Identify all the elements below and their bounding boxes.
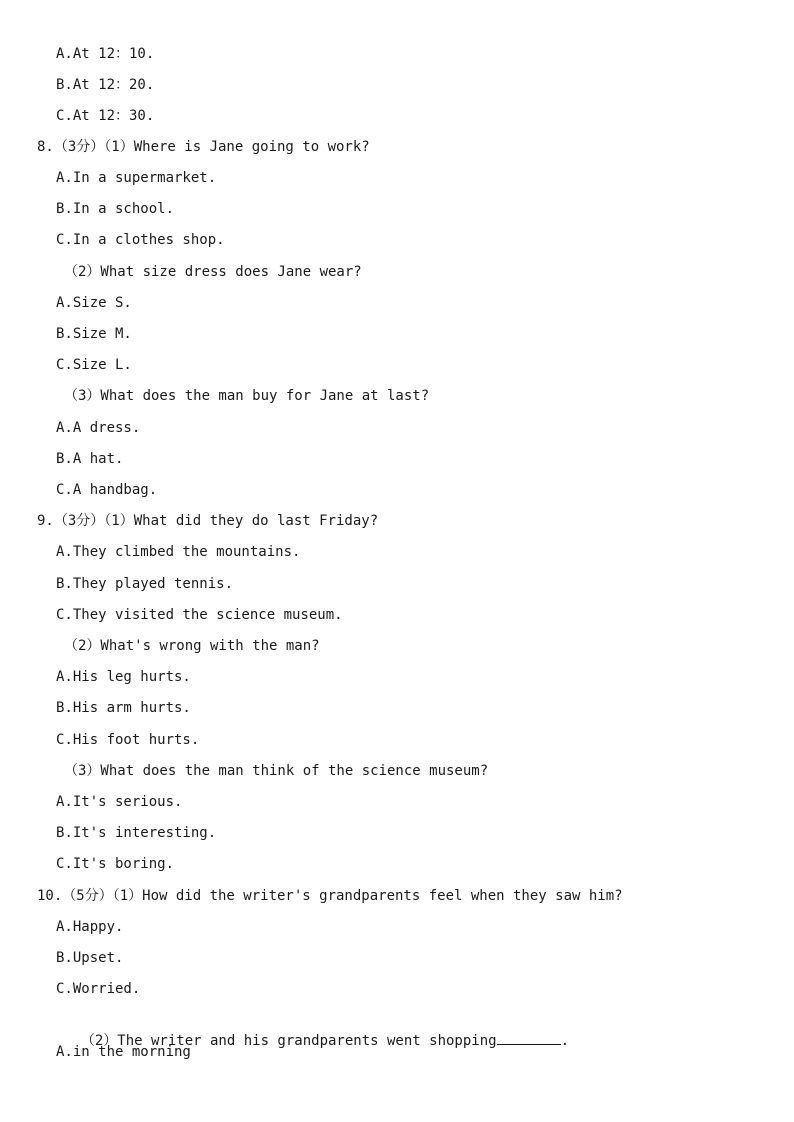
q10-part2-period: . [560, 1033, 570, 1049]
q9-part2-question: （2）What's wrong with the man? [64, 638, 320, 654]
q9-p2-option-b: B.His arm hurts. [56, 700, 191, 716]
q8-p3-option-b: B.A hat. [56, 451, 124, 467]
q9-p2-option-c: C.His foot hurts. [56, 732, 200, 748]
q7-option-c: C.At 12：30. [56, 108, 155, 124]
q8-p2-option-c: C.Size L. [56, 357, 132, 373]
q9-p3-option-b: B.It's interesting. [56, 825, 217, 841]
q10-part2-text: （2）The writer and his grandparents went shopping [80, 1033, 497, 1049]
q8-header: 8.（3分）（1）Where is Jane going to work? [37, 139, 370, 155]
q8-part2-question: （2）What size dress does Jane wear? [64, 264, 362, 280]
q9-p1-option-a: A.They climbed the mountains. [56, 544, 301, 560]
q8-part3-question: （3）What does the man buy for Jane at last? [64, 388, 430, 404]
answer-blank [497, 1030, 561, 1045]
q9-part3-question: （3）What does the man think of the science museum? [64, 763, 489, 779]
q8-p3-option-a: A.A dress. [56, 420, 141, 436]
q8-p1-option-a: A.In a supermarket. [56, 170, 217, 186]
q8-p2-option-a: A.Size S. [56, 295, 132, 311]
q9-p1-option-c: C.They visited the science museum. [56, 607, 343, 623]
q8-p2-option-b: B.Size M. [56, 326, 132, 342]
q9-p3-option-c: C.It's boring. [56, 856, 175, 872]
q7-option-b: B.At 12：20. [56, 77, 155, 93]
q9-p2-option-a: A.His leg hurts. [56, 669, 191, 685]
q10-p1-option-b: B.Upset. [56, 950, 124, 966]
q10-part2-question [64, 1010, 570, 1049]
q7-option-a: A.At 12：10. [56, 46, 155, 62]
q9-p3-option-a: A.It's serious. [56, 794, 183, 810]
q9-header: 9.（3分）（1）What did they do last Friday? [37, 513, 379, 529]
q10-p2-option-a: A.in the morning [56, 1044, 191, 1060]
q10-p1-option-a: A.Happy. [56, 919, 124, 935]
q8-p1-option-c: C.In a clothes shop. [56, 232, 225, 248]
q8-p1-option-b: B.In a school. [56, 201, 175, 217]
q9-p1-option-b: B.They played tennis. [56, 576, 234, 592]
q8-p3-option-c: C.A handbag. [56, 482, 158, 498]
q10-p1-option-c: C.Worried. [56, 981, 141, 997]
q10-header: 10.（5分）（1）How did the writer's grandparents feel when they saw him? [37, 888, 623, 904]
